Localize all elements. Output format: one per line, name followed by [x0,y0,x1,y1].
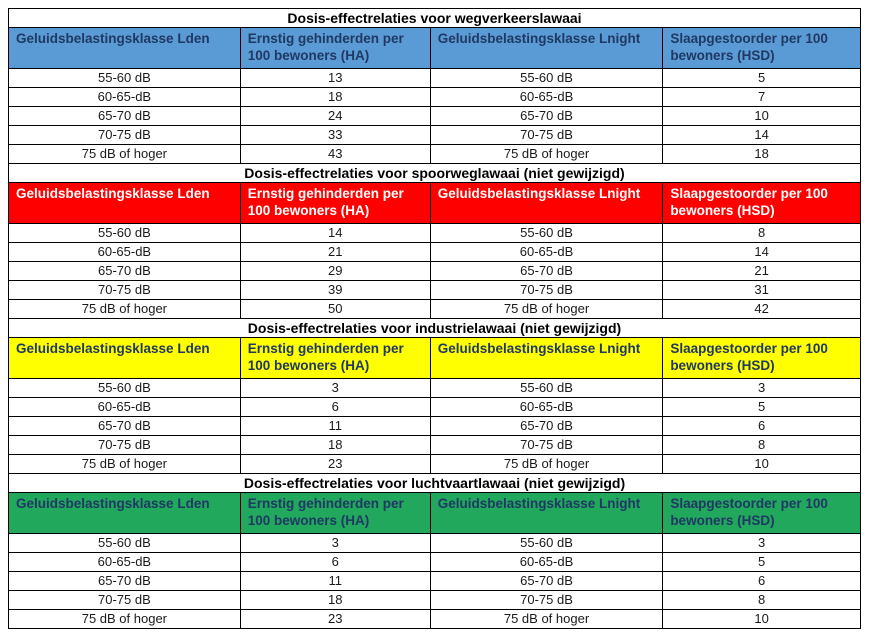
data-cell: 14 [663,243,861,262]
data-cell: 50 [240,300,430,319]
column-header-lden: Geluidsbelastingsklasse Lden [9,493,241,534]
column-header-row [9,28,861,69]
column-header-hsd: Slaapgestoorder per 100 bewoners (HSD) [663,183,861,224]
data-cell: 8 [663,436,861,455]
data-cell: 60-65-dB [9,398,241,417]
data-cell: 3 [663,379,861,398]
data-cell: 75 dB of hoger [9,455,241,474]
section-spoorweglawaai [9,164,861,224]
table-row [9,88,861,107]
data-cell: 18 [663,145,861,164]
section-industrielawaai [9,319,861,379]
data-cell: 55-60 dB [9,69,241,88]
data-cell: 24 [240,107,430,126]
table-row [9,591,861,610]
data-cell: 75 dB of hoger [9,145,241,164]
column-header-ha: Ernstig gehinderden per 100 bewoners (HA) [240,28,430,69]
section-title: Dosis-effectrelaties voor luchtvaartlawaai (niet gewijzigd) [9,474,861,493]
data-cell: 60-65-dB [9,88,241,107]
data-cell: 5 [663,398,861,417]
data-cell: 3 [240,379,430,398]
data-cell: 7 [663,88,861,107]
data-cell: 6 [663,572,861,591]
section-luchtvaartlawaai-rows [9,534,861,629]
data-cell: 23 [240,610,430,629]
data-cell: 75 dB of hoger [430,145,663,164]
data-cell: 5 [663,553,861,572]
table-row [9,126,861,145]
data-cell: 75 dB of hoger [430,455,663,474]
data-cell: 70-75 dB [430,281,663,300]
table-row [9,243,861,262]
data-cell: 70-75 dB [430,591,663,610]
data-cell: 21 [663,262,861,281]
data-cell: 60-65-dB [430,243,663,262]
data-cell: 23 [240,455,430,474]
data-cell: 70-75 dB [430,126,663,145]
section-title: Dosis-effectrelaties voor industrielawaai (niet gewijzigd) [9,319,861,338]
table-row [9,534,861,553]
data-cell: 75 dB of hoger [430,300,663,319]
data-cell: 70-75 dB [9,591,241,610]
data-cell: 18 [240,88,430,107]
data-cell: 65-70 dB [430,262,663,281]
column-header-lden: Geluidsbelastingsklasse Lden [9,183,241,224]
data-cell: 65-70 dB [9,262,241,281]
data-cell: 10 [663,107,861,126]
column-header-ha: Ernstig gehinderden per 100 bewoners (HA) [240,338,430,379]
column-header-lden: Geluidsbelastingsklasse Lden [9,28,241,69]
data-cell: 60-65-dB [430,553,663,572]
column-header-row [9,183,861,224]
data-cell: 70-75 dB [9,126,241,145]
data-cell: 55-60 dB [430,69,663,88]
section-title-row [9,9,861,28]
data-cell: 60-65-dB [9,243,241,262]
table-row [9,553,861,572]
section-wegverkeerslawaai-rows [9,69,861,164]
column-header-ha: Ernstig gehinderden per 100 bewoners (HA) [240,493,430,534]
section-title-row [9,319,861,338]
data-cell: 21 [240,243,430,262]
data-cell: 65-70 dB [430,107,663,126]
data-cell: 29 [240,262,430,281]
data-cell: 3 [240,534,430,553]
table-row [9,379,861,398]
table-row [9,224,861,243]
data-cell: 65-70 dB [9,572,241,591]
data-cell: 70-75 dB [9,436,241,455]
data-cell: 60-65-dB [9,553,241,572]
column-header-row [9,338,861,379]
column-header-hsd: Slaapgestoorder per 100 bewoners (HSD) [663,28,861,69]
table-row [9,398,861,417]
data-cell: 60-65-dB [430,88,663,107]
data-cell: 75 dB of hoger [9,610,241,629]
section-title: Dosis-effectrelaties voor wegverkeerslawaai [9,9,861,28]
data-cell: 39 [240,281,430,300]
data-cell: 18 [240,436,430,455]
section-luchtvaartlawaai [9,474,861,534]
section-title-row [9,474,861,493]
data-cell: 14 [240,224,430,243]
data-cell: 65-70 dB [430,417,663,436]
data-cell: 10 [663,455,861,474]
data-cell: 70-75 dB [430,436,663,455]
data-cell: 5 [663,69,861,88]
data-cell: 8 [663,591,861,610]
data-cell: 11 [240,572,430,591]
data-cell: 14 [663,126,861,145]
column-header-hsd: Slaapgestoorder per 100 bewoners (HSD) [663,338,861,379]
table-row [9,300,861,319]
column-header-lnight: Geluidsbelastingsklasse Lnight [430,183,663,224]
column-header-lnight: Geluidsbelastingsklasse Lnight [430,493,663,534]
data-cell: 6 [240,553,430,572]
section-title: Dosis-effectrelaties voor spoorweglawaai (niet gewijzigd) [9,164,861,183]
table-row [9,262,861,281]
table-row [9,145,861,164]
table-row [9,69,861,88]
data-cell: 33 [240,126,430,145]
dose-effect-tables [8,8,861,629]
data-cell: 55-60 dB [430,379,663,398]
data-cell: 18 [240,591,430,610]
data-cell: 10 [663,610,861,629]
data-cell: 3 [663,534,861,553]
data-cell: 42 [663,300,861,319]
data-cell: 55-60 dB [9,534,241,553]
data-cell: 6 [663,417,861,436]
data-cell: 75 dB of hoger [430,610,663,629]
table-row [9,455,861,474]
data-cell: 11 [240,417,430,436]
data-cell: 13 [240,69,430,88]
section-title-row [9,164,861,183]
data-cell: 43 [240,145,430,164]
table-row [9,436,861,455]
data-cell: 60-65-dB [430,398,663,417]
data-cell: 70-75 dB [9,281,241,300]
data-cell: 31 [663,281,861,300]
table-row [9,281,861,300]
table-row [9,572,861,591]
table-row [9,417,861,436]
data-cell: 6 [240,398,430,417]
data-cell: 65-70 dB [430,572,663,591]
data-cell: 55-60 dB [430,224,663,243]
column-header-row [9,493,861,534]
table-row [9,610,861,629]
column-header-lden: Geluidsbelastingsklasse Lden [9,338,241,379]
column-header-ha: Ernstig gehinderden per 100 bewoners (HA) [240,183,430,224]
section-spoorweglawaai-rows [9,224,861,319]
section-industrielawaai-rows [9,379,861,474]
column-header-lnight: Geluidsbelastingsklasse Lnight [430,338,663,379]
dose-effect-table [8,8,861,629]
data-cell: 8 [663,224,861,243]
column-header-hsd: Slaapgestoorder per 100 bewoners (HSD) [663,493,861,534]
data-cell: 75 dB of hoger [9,300,241,319]
column-header-lnight: Geluidsbelastingsklasse Lnight [430,28,663,69]
data-cell: 55-60 dB [9,224,241,243]
data-cell: 55-60 dB [9,379,241,398]
table-row [9,107,861,126]
data-cell: 55-60 dB [430,534,663,553]
data-cell: 65-70 dB [9,107,241,126]
section-wegverkeerslawaai [9,9,861,69]
data-cell: 65-70 dB [9,417,241,436]
